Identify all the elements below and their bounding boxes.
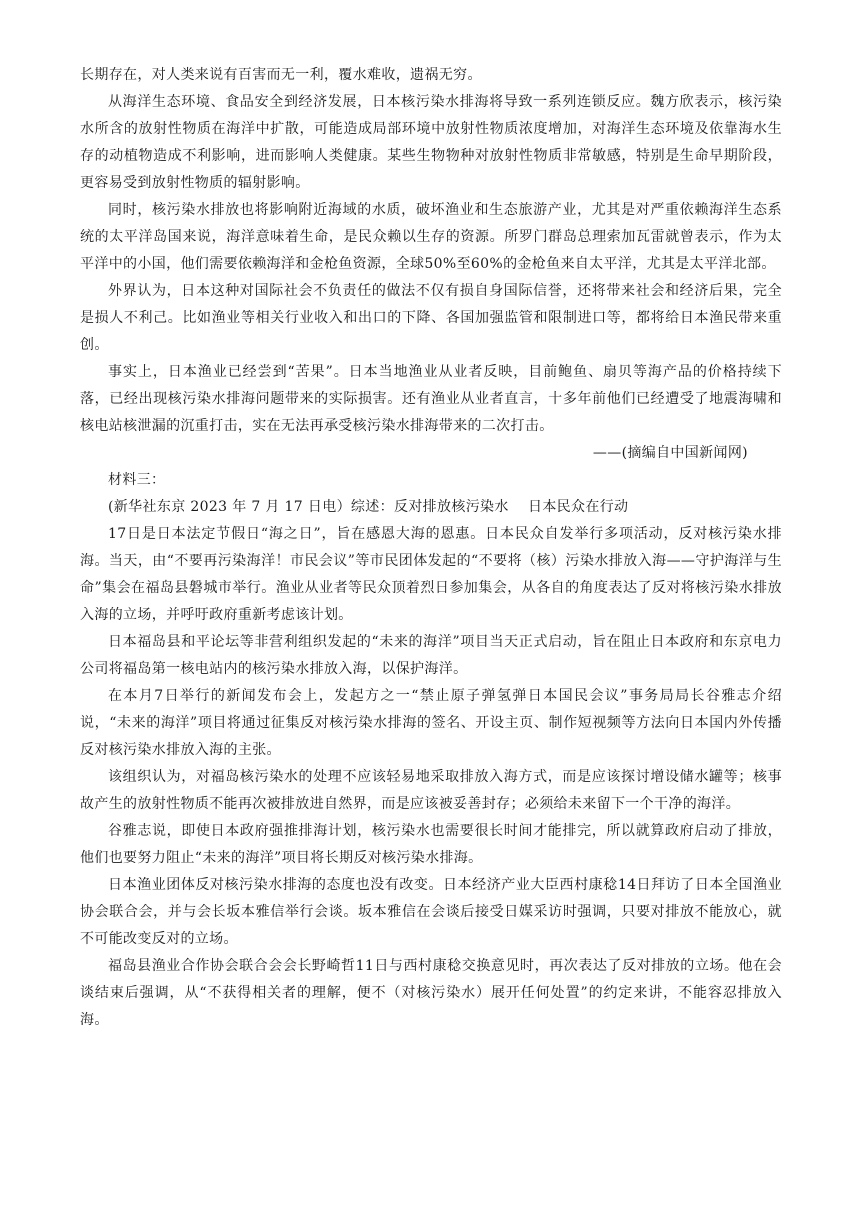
paragraph-fishery-impact: 事实上，日本渔业已经尝到“苦果”。日本当地渔业从业者反映，目前鲍鱼、扇贝等海产品的价格持续下落，已经出现核污染水排海问题带来的实际损害。还有渔业从业者直言，十多年前他们已经遭受了地震海啸和核电站核泄漏的沉重打击，实在无法再承受核污染水排海带来的二次打击。: [80, 364, 782, 434]
paragraph-external-view: 外界认为，日本这种对国际社会不负责任的做法不仅有损自身国际信誉，还将带来社会和经济后果，完全是损人不利己。比如渔业等相关行业收入和出口的下降、各国加强监管和限制进口等，都将给日本渔民带来重创。: [80, 283, 782, 353]
paragraph-ecology-impact: 从海洋生态环境、食品安全到经济发展，日本核污染水排海将导致一系列连锁反应。魏方欣表示，核污染水所含的放射性物质在海洋中扩散，可能造成局部环境中放射性物质浓度增加，对海洋生态环境及依靠海水生存的动植物造成不利影响，进而影响人类健康。某些生物物种对放射性物质非常敏感，特别是生命早期阶段，更容易受到放射性物质的辐射影响。: [80, 94, 782, 191]
paragraph-fishery-groups: 日本渔业团体反对核污染水排海的态度也没有改变。日本经济产业大臣西村康稔14日拜访了日本全国渔业协会联合会，并与会长坂本雅信举行会谈。坂本雅信在会谈后接受日媒采访时强调，只要对排放不能放心，就不可能改变反对的立场。: [80, 877, 782, 947]
paragraph-pacific-islands: 同时，核污染水排放也将影响附近海域的水质，破坏渔业和生态旅游产业，尤其是对严重依赖海洋生态系统的太平洋岛国来说，海洋意味着生命，是民众赖以生存的资源。所罗门群岛总理索加瓦雷就曾表示，作为太平洋中的小国，他们需要依赖海洋和金枪鱼资源，全球50%至60%的金枪鱼来自太平洋，尤其是太平洋北部。: [80, 202, 782, 272]
paragraph-press-conference: 在本月7日举行的新闻发布会上，发起方之一“禁止原子弹氢弹日本国民会议”事务局局长谷雅志介绍说，“未来的海洋”项目将通过征集反对核污染水排海的签名、开设主页、制作短视频等方法向日本国内外传播反对核污染水排放入海的主张。: [80, 688, 782, 758]
material-label: 材料三：: [108, 472, 166, 488]
paragraph-continuation: 长期存在，对人类来说有百害而无一利，覆水难收，遗祸无穷。: [80, 67, 482, 83]
paragraph-ocean-day: 17日是日本法定节假日“海之日”，旨在感恩大海的恩惠。日本民众自发举行多项活动，反对核污染水排海。当天，由“不要再污染海洋！市民会议”等市民团体发起的“不要将（核）污染水排放入海——守护海洋与生命”集会在福岛县磐城市举行。渔业从业者等民众顶着烈日参加集会，从各自的角度表达了反对将核污染水排放入海的立场，并呼吁政府重新考虑该计划。: [80, 526, 782, 623]
paragraph-fukushima-federation: 福岛县渔业合作协会联合会会长野崎哲11日与西村康稔交换意见时，再次表达了反对排放的立场。他在会谈结束后强调，从“不获得相关者的理解，便不（对核污染水）展开任何处置”的约定来讲，不能容忍排放入海。: [80, 958, 782, 1028]
document-page: [80, 62, 782, 1034]
source-attribution: ——(摘编自中国新闻网): [592, 445, 748, 461]
paragraph-organization-view: 该组织认为，对福岛核污染水的处理不应该轻易地采取排放入海方式，而是应该探讨增设储水罐等；核事故产生的放射性物质不能再次被排放进自然界，而是应该被妥善封存；必须给未来留下一个干净的海洋。: [80, 769, 782, 812]
paragraph-future-ocean-project: 日本福岛县和平论坛等非营利组织发起的“未来的海洋”项目当天正式启动，旨在阻止日本政府和东京电力公司将福岛第一核电站内的核污染水排放入海，以保护海洋。: [80, 634, 782, 677]
paragraph-tani-statement: 谷雅志说，即使日本政府强推排海计划，核污染水也需要很长时间才能排完，所以就算政府启动了排放，他们也要努力阻止“未来的海洋”项目将长期反对核污染水排海。: [80, 823, 782, 866]
news-dateline: (新华社东京 2023 年 7 月 17 日电）综述：反对排放核污染水 日本民众在行动: [108, 499, 629, 515]
